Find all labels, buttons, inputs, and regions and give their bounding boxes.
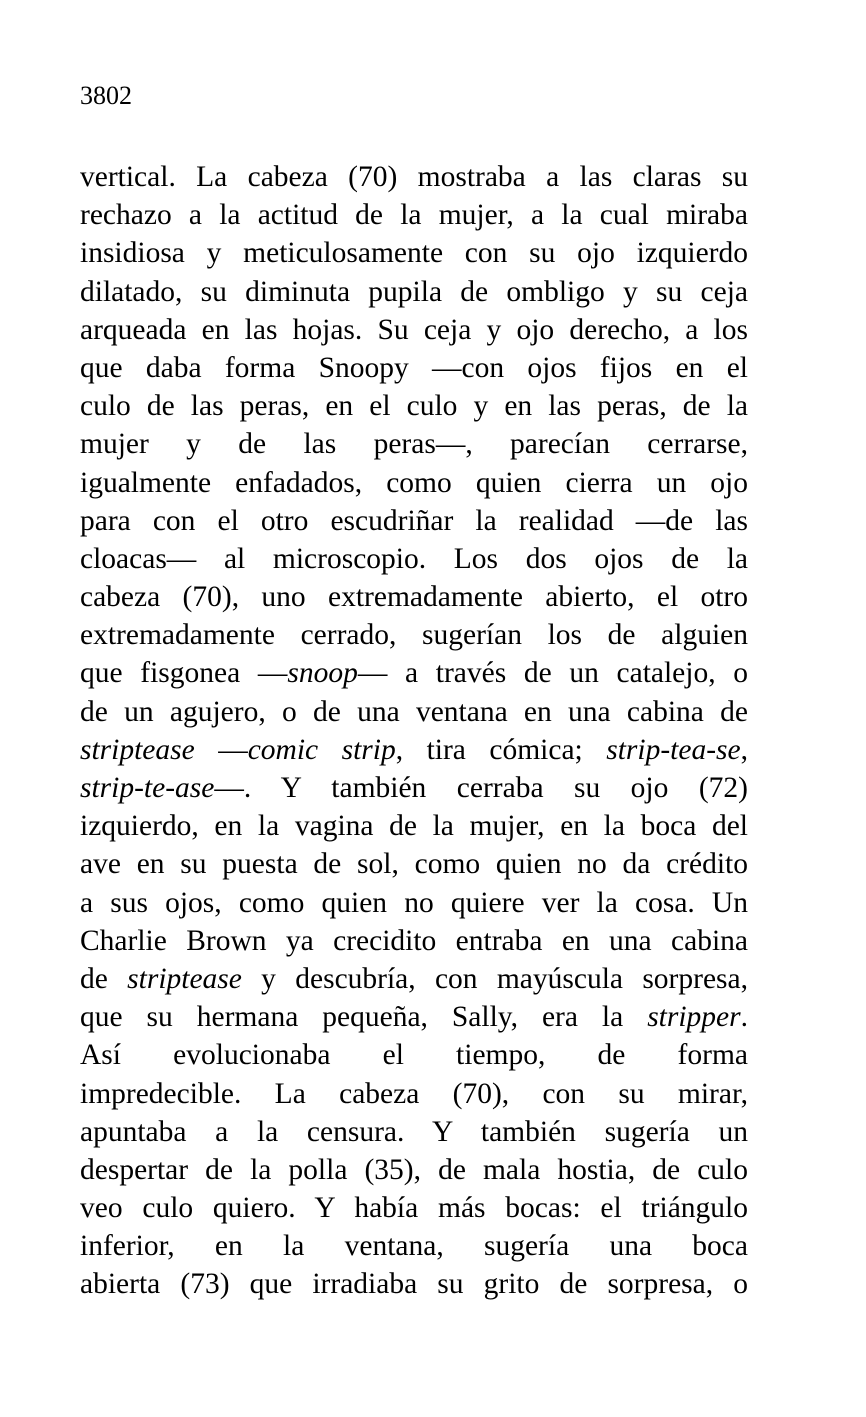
text-run: para con el otro escudriñar la realidad —de las (80, 504, 748, 537)
text-line (80, 387, 748, 425)
text-run: impredecible. La cabeza (70), con su mirar, (80, 1077, 748, 1110)
page-number: 3802 (80, 81, 132, 110)
text-line (80, 311, 748, 349)
text-line (80, 1113, 748, 1151)
text-run: Charlie Brown ya crecidito entraba en una cabina (80, 924, 748, 957)
text-line (80, 807, 748, 845)
text-run: apuntaba a la censura. Y también sugería un (80, 1115, 748, 1148)
text-run: despertar de la polla (35), de mala hostia, de culo (80, 1153, 748, 1186)
text-run: a sus ojos, como quien no quiere ver la cosa. Un (80, 886, 748, 919)
text-line (80, 158, 748, 196)
text-line (80, 1227, 748, 1265)
text-line (80, 425, 748, 463)
text-line (80, 1151, 748, 1189)
text-run: que daba forma Snoopy —con ojos fijos en el (80, 351, 748, 384)
text-line (80, 540, 748, 578)
text-line (80, 1075, 748, 1113)
text-run: de un agujero, o de una ventana en una cabina de (80, 695, 748, 728)
text-run: inferior, en la ventana, sugería una boca (80, 1230, 748, 1263)
italic-text: comic strip (247, 733, 396, 766)
text-line (80, 234, 748, 272)
text-run: dilatado, su diminuta pupila de ombligo y su ceja (80, 275, 748, 308)
text-run: cabeza (70), uno extremadamente abierto, el otro (80, 581, 748, 614)
text-run: izquierdo, en la vagina de la mujer, en la boca del (80, 810, 748, 843)
text-line (80, 654, 748, 692)
text-run: . (740, 1001, 748, 1034)
text-line (80, 349, 748, 387)
text-run: abierta (73) que irradiaba su grito de sorpresa, o (80, 1268, 748, 1301)
text-line (80, 693, 748, 731)
italic-text: stripper (647, 1001, 741, 1034)
text-line (80, 196, 748, 234)
text-line (80, 922, 748, 960)
text-line (80, 1265, 748, 1303)
italic-text: snoop (287, 657, 358, 690)
italic-text: strip-tea-se (606, 733, 741, 766)
text-run: que fisgonea — (80, 657, 288, 690)
text-line (80, 464, 748, 502)
text-line (80, 1036, 748, 1074)
text-run: y descubría, con mayúscula sorpresa, (241, 962, 748, 995)
text-run: , tira cómica; (395, 733, 607, 766)
text-line (80, 1189, 748, 1227)
text-run: de (80, 962, 128, 995)
text-run: —. Y también cerraba su ojo (72) (214, 772, 748, 804)
text-line (80, 731, 748, 769)
text-line (80, 502, 748, 540)
text-line (80, 845, 748, 883)
text-line (80, 273, 748, 311)
italic-text: striptease (127, 962, 242, 995)
text-run: Así evolucionaba el tiempo, de forma (80, 1039, 748, 1072)
italic-text: strip-te-ase (80, 772, 215, 804)
text-run: extremadamente cerrado, sugerían los de alguien (80, 619, 748, 652)
text-run: arqueada en las hojas. Su ceja y ojo derecho, a los (80, 313, 748, 346)
text-run: culo de las peras, en el culo y en las peras, de la (80, 390, 748, 423)
text-run: rechazo a la actitud de la mujer, a la cual miraba (80, 199, 748, 232)
text-line (80, 769, 748, 807)
text-run: igualmente enfadados, como quien cierra un ojo (80, 466, 748, 499)
text-run: — a través de un catalejo, o (357, 657, 749, 690)
text-run: , (740, 733, 748, 766)
text-line (80, 578, 748, 616)
text-run: ave en su puesta de sol, como quien no da crédito (80, 848, 748, 881)
text-run: mujer y de las peras—, parecían cerrarse, (80, 428, 748, 461)
text-run: vertical. La cabeza (70) mostraba a las claras su (80, 161, 748, 193)
text-run: que su hermana pequeña, Sally, era la (80, 1001, 648, 1034)
body-text (80, 158, 748, 1304)
text-run: veo culo quiero. Y había más bocas: el triángulo (80, 1192, 748, 1225)
text-line (80, 884, 748, 922)
text-line (80, 998, 748, 1036)
italic-text: striptease (80, 733, 195, 766)
text-run: cloacas— al microscopio. Los dos ojos de la (80, 542, 748, 575)
text-line (80, 616, 748, 654)
text-run: — (194, 733, 248, 766)
text-line (80, 960, 748, 998)
text-run: insidiosa y meticulosamente con su ojo izquierdo (80, 237, 748, 270)
